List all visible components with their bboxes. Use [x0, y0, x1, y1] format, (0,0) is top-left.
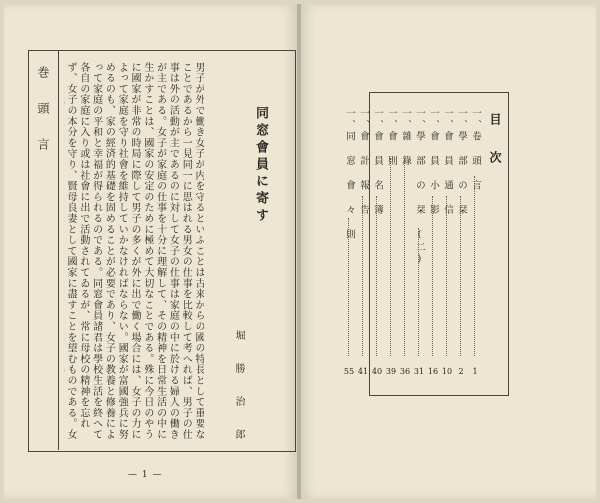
toc-entry: [383, 108, 399, 376]
toc-entry-page: 1: [472, 367, 478, 376]
toc-entry-page: 40: [371, 367, 383, 376]
toc-leader: [376, 196, 377, 356]
toc-entry-page: 41: [357, 367, 369, 376]
toc-leader: [362, 196, 363, 356]
page-number: — 1 —: [128, 470, 163, 480]
toc-entry-label: 一、雜 錄: [400, 108, 411, 167]
toc-entry: [355, 108, 371, 376]
toc-entry: [369, 108, 385, 376]
toc-entry: [411, 108, 427, 376]
right-page: [301, 4, 596, 499]
toc-entry: [453, 108, 469, 376]
toc-entry: [467, 108, 483, 376]
toc-entry-label: 一、會 則: [386, 108, 397, 167]
toc-leader: [460, 196, 461, 356]
toc-leader: [474, 176, 475, 356]
toc-entry-label: 一、會 員 通 信: [442, 108, 453, 216]
article-title: 同窓會員に寄す: [253, 106, 268, 225]
toc-entry-page: 31: [413, 367, 425, 376]
toc-entry: [439, 108, 455, 376]
header-label: 巻 頭 言: [36, 66, 50, 155]
toc-entry-label: 一、學 部 の 栞: [456, 108, 467, 216]
toc-leader: [404, 158, 405, 356]
toc-entry: [397, 108, 413, 376]
toc-leader: [418, 228, 419, 356]
toc-leader: [432, 196, 433, 356]
toc-entry-page: 55: [343, 367, 355, 376]
toc-entry-label: 一、會 員 名 簿: [372, 108, 383, 216]
toc-entry: [425, 108, 441, 376]
toc-entry-page: 2: [458, 367, 464, 376]
toc-entry-page: 39: [385, 367, 397, 376]
article-author: 堀 勝 治 郎: [233, 330, 244, 445]
toc-leader: [348, 218, 349, 356]
left-page: [4, 4, 297, 499]
body-text: 男子が外で働き女子が内を守るといふことは古来からの國の特長として重要なことであるから一見同一に思はれる男女の仕事を比較して考へれば、男子の仕事は外の活動が主であるのに対して女子の仕事は家庭の中に於ける婦人の働きが主である。女子が家庭の仕事を十分に理解して、その精神を日常生活の中に生かすことは、國家の安定のために極めて大切なことである。殊に今日のやうに國家が非常の時局に際して男子の多くが外に出で働く場合には、女子の力によって家庭を守り社會を維持していかなければならない。國家が富國強兵に努めるのも、家の經済的基礎を固めることが必要であり、女子の教養と修養によって家庭の平和と幸福が得られるのである。同窓會員諸君は學校生活を終へて各自の家庭に入り或は社會に出で活動されてゐるが、常に母校の精神を忘れず、女子の本分を守り、賢母良妻として國家に盡すことを望むものである。女: [65, 62, 204, 440]
toc-title: 目 次: [488, 113, 502, 169]
toc-entry-page: 16: [427, 367, 439, 376]
toc-entry-label: 一、會 員 小 影: [428, 108, 439, 216]
toc-entry-page: 10: [441, 367, 453, 376]
toc-leader: [446, 196, 447, 356]
toc-entry-label: 一、學 部 の 栞 (二): [414, 108, 425, 267]
toc-entry-label: 一、會 計 報 告: [358, 108, 369, 216]
toc-entry-label: 一、同 窓 會 々 則: [344, 108, 355, 241]
toc-leader: [390, 158, 391, 356]
toc-entry-page: 36: [399, 367, 411, 376]
toc-entry: [341, 108, 357, 376]
toc-entry-label: 一、卷 頭 言: [470, 108, 481, 192]
